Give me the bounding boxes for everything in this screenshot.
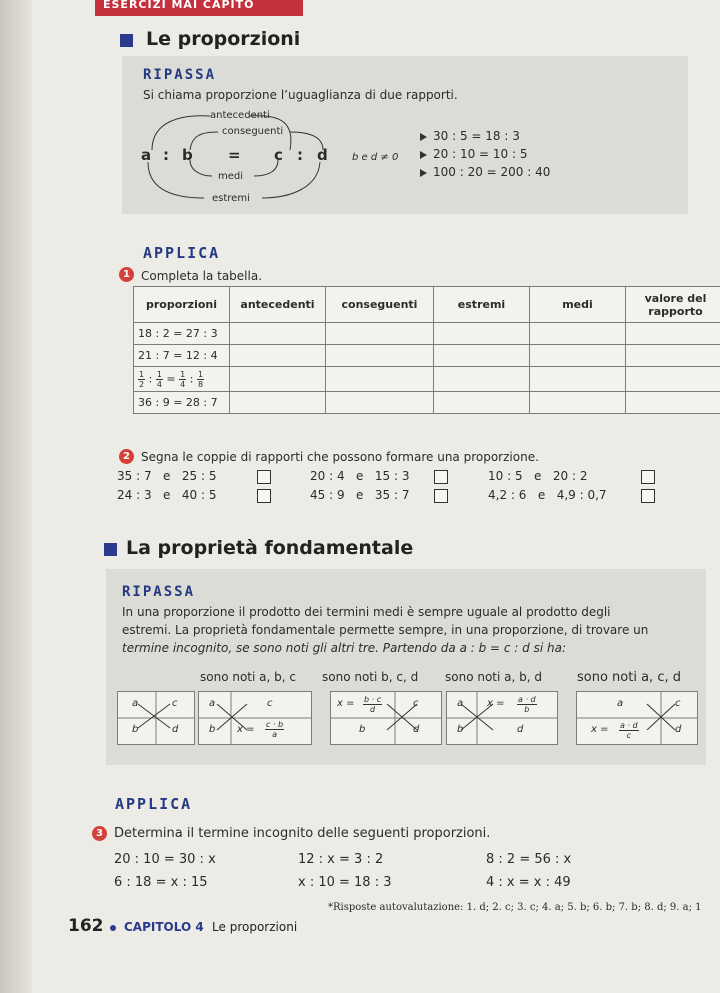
row-proportion: 36 : 9 = 28 : 7 (134, 392, 230, 414)
checkbox-pair-6[interactable] (641, 489, 655, 503)
applica-label-2: APPLICA (115, 795, 193, 813)
chapter-title: Le proporzioni (212, 920, 298, 934)
cell-c: c (267, 698, 273, 709)
footer-dot (110, 925, 116, 931)
property-text-line-3: termine incognito, se sono noti gli altri tre. Partendo da a : b = c : d si ha: (122, 641, 566, 655)
cell-medi[interactable] (530, 367, 626, 392)
label-estremi: estremi (212, 193, 250, 204)
term-d: d (317, 146, 328, 164)
table-row (134, 323, 720, 345)
example-2-text: 20 : 10 = 10 : 5 (433, 147, 528, 161)
table-row (134, 345, 720, 367)
ripassa-label-2: RIPASSA (122, 584, 196, 600)
cross-grid-find-d (198, 691, 312, 745)
page-number: 162 (68, 916, 104, 936)
header-medi: medi (530, 287, 626, 323)
example-1 (420, 129, 520, 143)
cell-antecedenti[interactable] (230, 367, 326, 392)
cell-estremi[interactable] (434, 392, 530, 414)
pair-4: 24 : 3 e 40 : 5 (117, 488, 217, 502)
cell-c: c (172, 698, 178, 709)
cell-conseguenti[interactable] (326, 345, 434, 367)
triangle-bullet-icon (420, 133, 427, 141)
case-1-label: sono noti a, b, c (200, 670, 296, 684)
table-row (134, 367, 720, 392)
exercise-2-instruction: Segna le coppie di rapporti che possono formare una proporzione. (141, 450, 539, 464)
pair-5: 45 : 9 e 35 : 7 (310, 488, 410, 502)
cell-c: c (413, 698, 419, 709)
pair-3: 10 : 5 e 20 : 2 (488, 469, 588, 483)
formula-x: x = (487, 698, 505, 709)
cross-grid-find-c (446, 691, 558, 745)
formula-x: x = (591, 724, 609, 735)
cell-conseguenti[interactable] (326, 323, 434, 345)
colon-2: : (297, 146, 303, 164)
fraction: $\frac{1}{2}$ (139, 369, 145, 389)
exercise-number-3: 3 (92, 826, 107, 841)
formula-fraction: $\frac{a \cdot d}{c}$ (620, 721, 638, 740)
colon-1: : (163, 146, 169, 164)
cell-valore[interactable] (626, 345, 720, 367)
formula-fraction: $\frac{c \cdot b}{a}$ (266, 720, 284, 739)
cell-b: b (209, 724, 216, 735)
cross-grid-plain (117, 691, 195, 745)
case-3-label: sono noti a, b, d (445, 670, 543, 684)
item-3: 8 : 2 = 56 : x (486, 852, 572, 867)
equals: = (166, 372, 176, 385)
cell-a: a (132, 698, 139, 709)
table-header-row (134, 287, 720, 323)
equals-sign: = (228, 146, 241, 164)
table-row (134, 392, 720, 414)
applica-label-1: APPLICA (143, 244, 221, 262)
answers-footnote: *Risposte autovalutazione: 1. d; 2. c; 3. c; 4. a; 5. b; 6. b; 7. b; 8. d; 9. a; 1 (328, 902, 702, 913)
term-b: b (182, 146, 193, 164)
cell-valore[interactable] (626, 323, 720, 345)
header-valore: valore del rapporto (626, 287, 720, 323)
cell-medi[interactable] (530, 345, 626, 367)
case-4-label: sono noti a, c, d (577, 670, 681, 685)
cell-estremi[interactable] (434, 367, 530, 392)
row-proportion: 18 : 2 = 27 : 3 (134, 323, 230, 345)
fraction: $\frac{1}{4}$ (180, 369, 186, 389)
header-tab: ESERCIZI MAI CAPITO (95, 0, 303, 16)
property-text-line-1: In una proporzione il prodotto dei termini medi è sempre uguale al prodotto degli (122, 605, 611, 619)
item-5: x : 10 = 18 : 3 (298, 875, 392, 890)
formula-fraction: $\frac{b \cdot c}{d}$ (364, 695, 382, 714)
case-2-label: sono noti b, c, d (322, 670, 419, 684)
item-4: 6 : 18 = x : 15 (114, 875, 208, 890)
definition-text: Si chiama proporzione l’uguaglianza di due rapporti. (143, 88, 458, 102)
cell-conseguenti[interactable] (326, 392, 434, 414)
header-conseguenti: conseguenti (326, 287, 434, 323)
cell-a: a (209, 698, 216, 709)
cell-a: a (457, 698, 464, 709)
ripassa-label: RIPASSA (143, 67, 217, 83)
cross-grid-find-a (330, 691, 442, 745)
cell-medi[interactable] (530, 323, 626, 345)
label-antecedenti: antecedenti (210, 110, 270, 121)
cell-c: c (675, 698, 681, 709)
cell-b: b (132, 724, 139, 735)
pair-2: 20 : 4 e 15 : 3 (310, 469, 410, 483)
arrow-estremi-a (148, 162, 204, 198)
ex1-table (133, 286, 720, 414)
cell-conseguenti[interactable] (326, 367, 434, 392)
checkbox-pair-5[interactable] (434, 489, 448, 503)
row-proportion: 21 : 7 = 12 : 4 (134, 345, 230, 367)
exercise-number-2: 2 (119, 449, 134, 464)
cell-valore[interactable] (626, 367, 720, 392)
exercise-number-1: 1 (119, 267, 134, 282)
cell-d: d (413, 724, 420, 735)
cell-medi[interactable] (530, 392, 626, 414)
exercise-3-instruction: Determina il termine incognito delle seguenti proporzioni. (114, 826, 491, 841)
cell-d: d (172, 724, 179, 735)
cell-antecedenti[interactable] (230, 323, 326, 345)
item-1: 20 : 10 = 30 : x (114, 852, 216, 867)
fraction: $\frac{1}{4}$ (156, 369, 162, 389)
example-2 (420, 147, 527, 161)
cell-a: a (617, 698, 624, 709)
cell-b: b (457, 724, 464, 735)
example-3-text: 100 : 20 = 200 : 40 (433, 165, 551, 179)
header-proporzioni: proporzioni (134, 287, 230, 323)
header-estremi: estremi (434, 287, 530, 323)
label-medi: medi (218, 171, 244, 182)
colon: : (148, 372, 153, 385)
chapter-footer (124, 920, 297, 934)
section-bullet (104, 543, 117, 556)
triangle-bullet-icon (420, 169, 427, 177)
item-2: 12 : x = 3 : 2 (298, 852, 384, 867)
formula-x: x = (237, 724, 255, 735)
triangle-bullet-icon (420, 151, 427, 159)
pair-6: 4,2 : 6 e 4,9 : 0,7 (488, 488, 607, 502)
arrow-estremi-d (262, 162, 320, 198)
arrow-conseguenti-b (190, 132, 218, 150)
cell-antecedenti[interactable] (230, 392, 326, 414)
fraction: $\frac{1}{8}$ (197, 369, 204, 389)
formula-x: x = (337, 698, 355, 709)
pair-1: 35 : 7 e 25 : 5 (117, 469, 217, 483)
cell-b: b (359, 724, 366, 735)
colon: : (189, 372, 194, 385)
cell-estremi[interactable] (434, 323, 530, 345)
example-3 (420, 165, 550, 179)
term-a: a (141, 146, 152, 164)
checkbox-pair-4[interactable] (257, 489, 271, 503)
cross-grid-find-b (576, 691, 698, 745)
exercise-1-instruction: Completa la tabella. (141, 269, 263, 283)
section-title-proprieta: La proprietà fondamentale (126, 537, 414, 559)
cell-estremi[interactable] (434, 345, 530, 367)
section-bullet (120, 34, 133, 47)
property-text-line-2: estremi. La proprietà fondamentale permette sempre, in una proporzione, di trovare un (122, 623, 649, 637)
header-antecedenti: antecedenti (230, 287, 326, 323)
cell-d: d (675, 724, 682, 735)
item-6: 4 : x = x : 49 (486, 875, 571, 890)
arrow-medi-b (190, 160, 212, 176)
cell-valore[interactable] (626, 392, 720, 414)
label-conseguenti: conseguenti (222, 126, 284, 137)
cell-d: d (517, 724, 524, 735)
checkbox-pair-2[interactable] (434, 470, 448, 484)
cell-antecedenti[interactable] (230, 345, 326, 367)
arrow-antecedenti-a (152, 116, 210, 150)
row-proportion-fractions (134, 367, 230, 392)
nonzero-condition: b e d ≠ 0 (352, 152, 399, 163)
example-1-text: 30 : 5 = 18 : 3 (433, 129, 520, 143)
page-edge (0, 0, 32, 993)
formula-fraction: $\frac{a \cdot d}{b}$ (518, 695, 536, 714)
checkbox-pair-3[interactable] (641, 470, 655, 484)
section-title-proporzioni: Le proporzioni (146, 28, 301, 50)
checkbox-pair-1[interactable] (257, 470, 271, 484)
chapter-label: CAPITOLO 4 (124, 920, 204, 934)
term-c: c (274, 146, 283, 164)
